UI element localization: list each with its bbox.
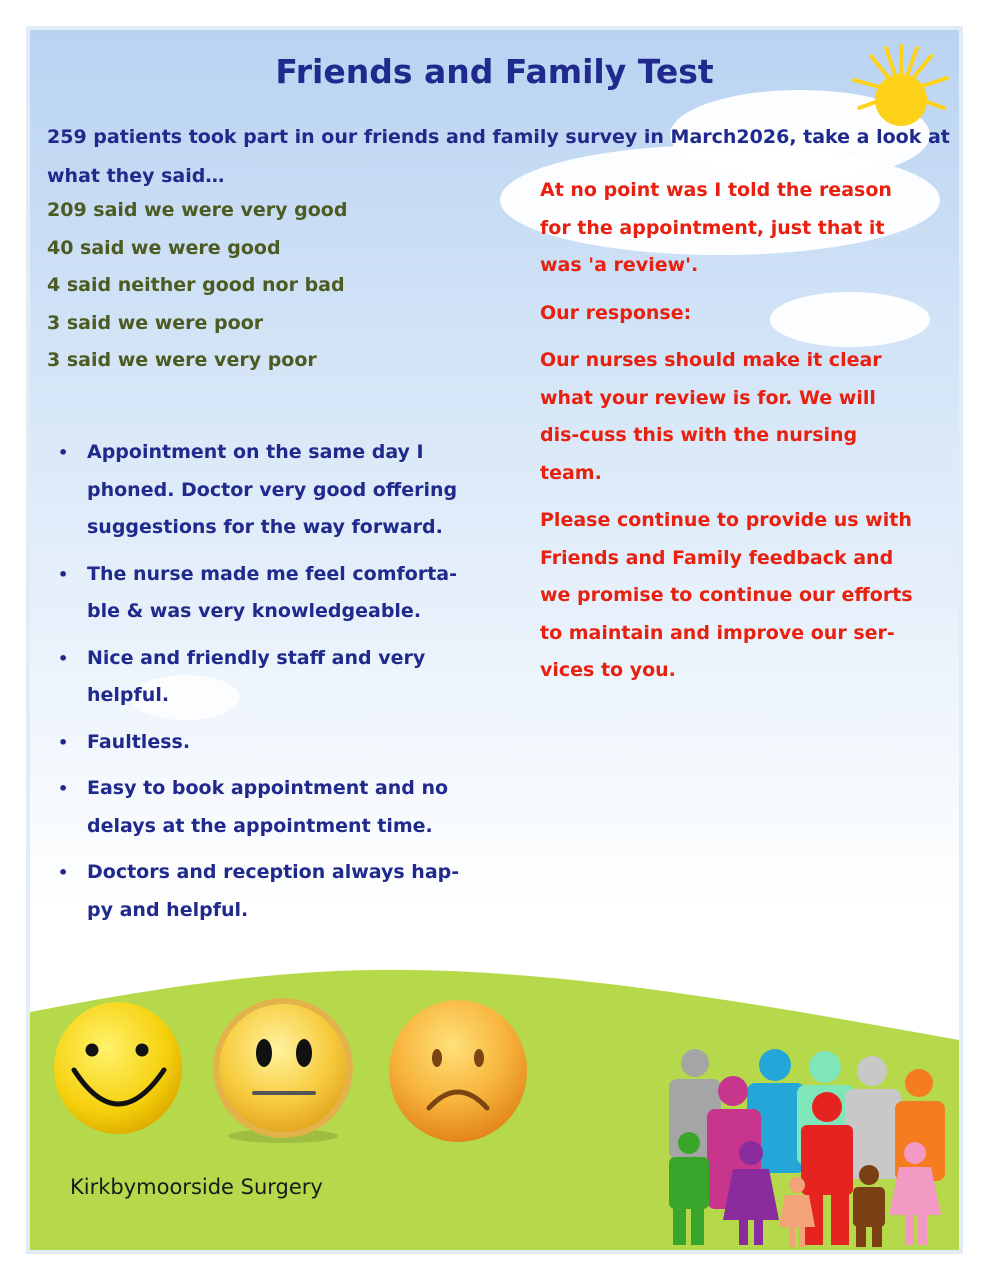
bullet-dot-icon: •	[58, 779, 69, 798]
stat-very-poor: 3 said we were very poor	[47, 349, 317, 371]
comment-text: Faultless.	[87, 730, 191, 753]
comment-item	[54, 556, 474, 631]
comment-item	[54, 640, 474, 715]
comment-text: The nurse made me feel comforta-ble & was very knowledgeable.	[87, 562, 457, 622]
stat-good: 40 said we were good	[47, 236, 281, 259]
comment-item	[54, 724, 474, 762]
surgery-name: Kirkbymoorside Surgery	[70, 1175, 323, 1199]
intro-text: 259 patients took part in our friends and family survey in March2026, take a look at what they said…	[47, 126, 950, 187]
happy-face-icon	[52, 998, 184, 1135]
people-group-icon	[647, 1045, 959, 1250]
stats-list	[47, 192, 487, 380]
comments-list	[54, 434, 474, 938]
poster	[30, 30, 959, 1250]
comment-text: Doctors and reception always hap-py and helpful.	[87, 861, 460, 921]
comment-text: Nice and friendly staff and very helpful.	[87, 646, 426, 706]
complaint-text: At no point was I told the reason for the appointment, just that it was 'a review'.	[540, 179, 892, 276]
bullet-dot-icon: •	[58, 732, 69, 752]
feedback-response-column	[540, 172, 920, 700]
response-heading: Our response:	[540, 301, 692, 324]
stat-very-good: 209 said we were very good	[47, 199, 348, 221]
comment-text: Appointment on the same day I phoned. Doctor very good offering suggestions for the way forward.	[87, 441, 458, 538]
neutral-face-icon	[208, 996, 358, 1146]
stat-poor: 3 said we were poor	[47, 311, 264, 334]
comment-item	[54, 434, 474, 547]
bullet-dot-icon: •	[58, 863, 69, 882]
closing-text: Please continue to provide us with Friends and Family feedback and we promise to continue our efforts to maintain and improve our ser-vices to you.	[540, 509, 913, 681]
bullet-dot-icon: •	[58, 443, 69, 462]
page-title: Friends and Family Test	[275, 52, 714, 91]
stat-neither: 4 said neither good nor bad	[47, 274, 345, 296]
comment-item	[54, 854, 474, 929]
comment-item	[54, 770, 474, 845]
sad-face-icon	[387, 998, 529, 1143]
bullet-dot-icon: •	[58, 648, 69, 668]
comment-text: Easy to book appointment and no delays at the appointment time.	[87, 777, 449, 837]
response-text: Our nurses should make it clear what your review is for. We will dis-cuss this with the nursing team.	[540, 349, 882, 484]
bullet-dot-icon: •	[58, 564, 69, 584]
